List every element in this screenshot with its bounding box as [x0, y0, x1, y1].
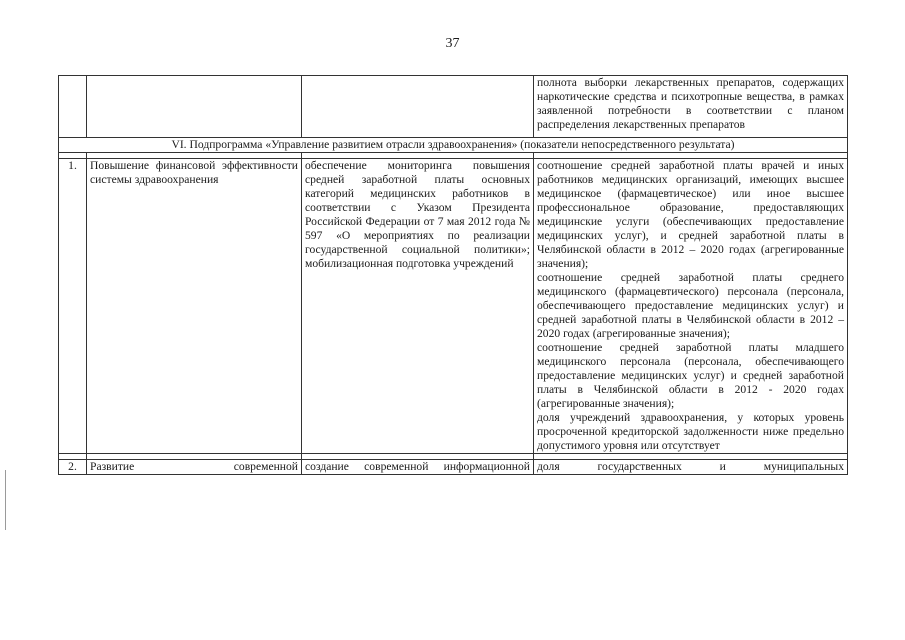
row-indicators	[534, 159, 848, 454]
row-activity: создание современной информационной	[302, 460, 534, 475]
indicator-text: доля учреждений здравоохранения, у которых уровень просроченной кредиторской задолженности ниже предельно допустимого уровня или отсутствует	[537, 411, 844, 452]
section-header-row	[59, 138, 848, 153]
table-row	[59, 460, 848, 475]
indicator-text: соотношение средней заработной платы среднего медицинского (фармацевтического) персонала (персонала, обеспечивающего предоставление медицинских услуг) и средней заработной платы в Челябинской области в 2012 – 2020 годах (агрегированные значения);	[537, 271, 844, 340]
scan-artifact-line	[5, 470, 6, 530]
row-indicator: доля государственных и муниципальных	[534, 460, 848, 475]
row-activity: обеспечение мониторинга повышения средней заработной платы основных категорий медицинских работников в соответствии с Указом Президента Российской Федерации от 7 мая 2012 года № 597 «О мероприятиях по реализации государственной социальной политики»; мобилизационная подготовка учреждений	[302, 159, 534, 454]
cell-title-empty	[87, 76, 302, 138]
cell-num-empty	[59, 76, 87, 138]
row-number: 2.	[59, 460, 87, 475]
row-title: Повышение финансовой эффективности системы здравоохранения	[87, 159, 302, 454]
indicators-table	[58, 75, 848, 475]
row-title: Развитие современной	[87, 460, 302, 475]
section-title: VI. Подпрограмма «Управление развитием отрасли здравоохранения» (показатели непосредственного результата)	[59, 138, 848, 153]
table-row-continued	[59, 76, 848, 138]
cell-indicator-continued: полнота выборки лекарственных препаратов, содержащих наркотические средства и психотропные вещества, в рамках заявленной потребности в соответствии с планом распределения лекарственных препаратов	[534, 76, 848, 138]
cell-activity-empty	[302, 76, 534, 138]
page-number: 37	[445, 36, 460, 51]
indicator-text: соотношение средней заработной платы младшего медицинского персонала (персонала, обеспечивающего предоставление медицинских услуг) и средней заработной платы в Челябинской области в 2012 - 2020 годах (агрегированные значения);	[537, 341, 844, 410]
indicator-text: соотношение средней заработной платы врачей и иных работников медицинских организаций, имеющих высшее медицинское (фармацевтическое) или иное высшее профессиональное образование, предоставляющих медицинские услуги (обеспечивающих предоставление медицинских услуг), и средней заработной платы в Челябинской области в 2012 – 2020 годах (агрегированные значения);	[537, 159, 844, 270]
row-number: 1.	[59, 159, 87, 454]
table-row	[59, 159, 848, 454]
